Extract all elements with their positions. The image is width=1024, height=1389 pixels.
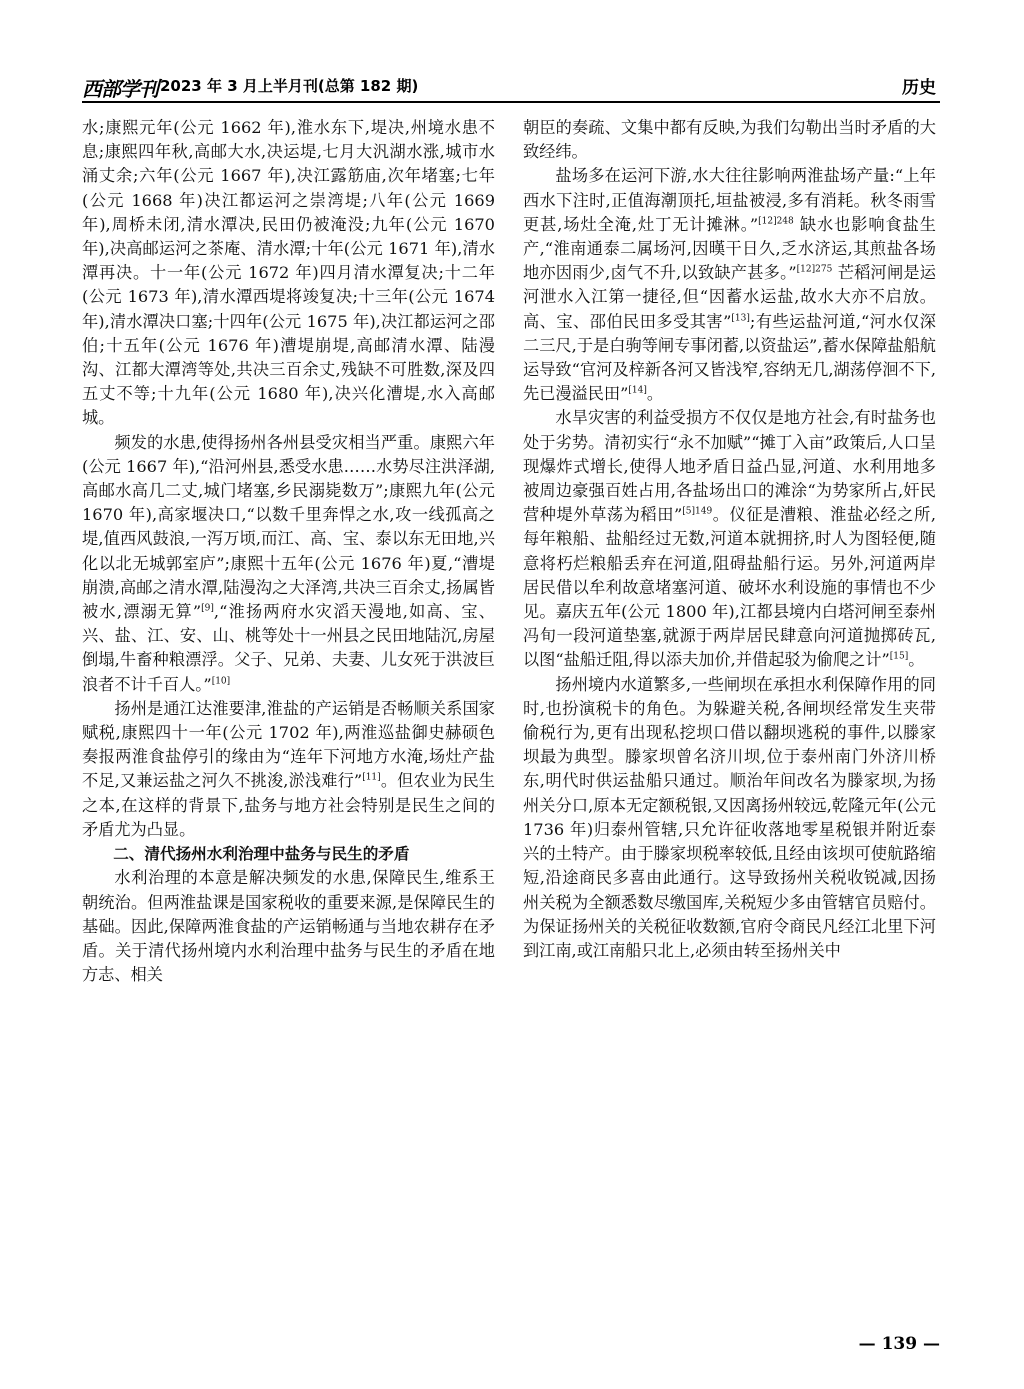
paragraph: 盐场多在运河下游,水大往往影响两淮盐场产量:“上年西水下注时,正值海潮顶托,垣盐被浸,多有消耗。秋冬雨雪更甚,场灶全淹,灶丁无计摊淋。”$^{[12]248}$ 缺水也影响食盐生产,“淮南通泰二属场河,因暵干日久,乏水济运,其煎盐各场地亦因雨少,卤气不升,以致缺产甚多。”$^{[12]275}$ 芒稻河闸是运河泄水入江第一捷径,但“因蓄水运盐,故水大亦不启放。高、宝、邵伯民田多受其害”[13];有些运盐河道,“河水仅深二三尺,于是白驹等闸专事闭蓄,以资盐运”,蓄水保障盐船航运导致“官河及梓新各河又皆浅窄,容纳无几,湖荡停洄不下,先已漫溢民田”[14]。: [523, 166, 936, 404]
paragraph: 水;康熙元年(公元 1662 年),淮水东下,堤决,州境水患不息;康熙四年秋,高邮大水,决运堤,七月大汎湖水涨,城市水涌丈余;六年(公元 1667 年),决江露筋庙,次年堵塞;七年(公元 1668 年)决江都运河之崇湾堤;八年(公元 1669 年),周桥未闭,清水潭决,民田仍被淹没;九年(公元 1670 年),决高邮运河之茶庵、清水潭;十年(公元 1671 年),清水潭再决。十一年(公元 1672 年)四月清水潭复决;十二年(公元 1673 年),清水潭西堤将竣复决;十三年(公元 1674 年),清水潭决口塞;十四年(公元 1675 年),决江都运河之邵伯;十五年(公元 1676 年)漕堤崩堤,高邮清水潭、陆漫沟、江都大潭湾等处,共决三百余丈,残缺不可胜数,深及四五丈不等;十九年(公元 1680 年),决兴化漕堤,水入高邮城。: [82, 118, 495, 428]
left-column: [82, 116, 495, 987]
citation: [10]: [211, 676, 231, 687]
paragraph: 水旱灾害的利益受损方不仅仅是地方社会,有时盐务也处于劣势。清初实行“永不加赋”“摊丁入亩”政策后,人口呈现爆炸式增长,使得人地矛盾日益凸显,河道、水利用地多被周边豪强百姓占用,各盐场出口的滩涂“为势家所占,奸民营种堤外草荡为稻田”$^{[5]149}$。仪征是漕粮、淮盐必经之所,每年粮船、盐船经过无数,河道本就拥挤,时人为图轻便,随意将朽烂粮船丢弃在河道,阻碍盐船行运。另外,河道两岸居民借以牟利故意堵塞河道、破坏水利设施的事情也不少见。嘉庆五年(公元 1800 年),江都县境内白塔河闸至泰州冯旬一段河道垫塞,就源于两岸居民肆意向河道抛掷砖瓦,以图“盐船迁阻,得以添夫加价,并借起驳为偷爬之计”[15]。: [523, 408, 936, 670]
citation: [5]149: [682, 506, 713, 517]
journal-logo: 西部学刊: [82, 77, 158, 101]
right-column: [523, 116, 936, 963]
citation: [9]: [201, 603, 214, 614]
page-number: — 139 —: [858, 1334, 940, 1354]
header-rule: [82, 101, 940, 103]
paragraph: 朝臣的奏疏、文集中都有反映,为我们勾勒出当时矛盾的大致经纬。: [523, 118, 936, 162]
citation: [14]: [628, 385, 647, 396]
issue-info: 2023 年 3 月上半月刊(总第 182 期): [160, 77, 419, 95]
running-header: [82, 67, 940, 101]
citation: [13]: [731, 313, 750, 324]
citation: [15]: [889, 652, 909, 663]
paragraph: 扬州境内水道繁多,一些闸坝在承担水利保障作用的同时,也扮演税卡的角色。为躲避关税,各闸坝经常发生夹带偷税行为,更有出现私挖坝口借以翻坝逃税的事件,以滕家坝最为典型。滕家坝曾名济川坝,位于泰州南门外济川桥东,明代时供运盐船只通过。顺治年间改名为滕家坝,为扬州关分口,原本无定额税银,又因离扬州较远,乾隆元年(公元 1736 年)归泰州管辖,只允许征收落地零星税银并附近泰兴的土特产。由于滕家坝税率较低,且经由该坝可使航路缩短,沿途商民多喜由此通行。这导致扬州关税收锐减,因扬州关税为全额悉数尽缴国库,关税短少多由管辖官员赔付。为保证扬州关的关税征收数额,官府令商民凡经江北里下河到江南,或江南船只北上,必须由转至扬州关中: [523, 674, 936, 960]
section-label: 历史: [902, 78, 936, 98]
paragraph: 扬州是通江达淮要津,淮盐的产运销是否畅顺关系国家赋税,康熙四十一年(公元 1702 年),两淮巡盐御史赫硕色奏报两淮食盐停引的缘由为“连年下河地方水淹,场灶产盐不足,又兼运盐之河久不挑浚,淤浅难行”[11]。但农业为民生之本,在这样的背景下,盐务与地方社会特别是民生之间的矛盾尤为凸显。: [82, 698, 495, 839]
section-heading: 二、清代扬州水利治理中盐务与民生的矛盾: [113, 845, 410, 864]
paragraph: 频发的水患,使得扬州各州县受灾相当严重。康熙六年(公元 1667 年),“沿河州县,悉受水患……水势尽注洪泽湖,高邮水高几二丈,城门堵塞,乡民溺毙数万”;康熙九年(公元 1670 年),高家堰决口,“以数千里奔悍之水,攻一线孤高之堤,值西风鼓浪,一泻万顷,而江、高、宝、泰以东无田地,兴化以北无城郭室庐”;康熙十五年(公元 1676 年)夏,“漕堤崩溃,高邮之清水潭,陆漫沟之大泽湾,共决三百余丈,扬属皆被水,漂溺无算”[9],“淮扬两府水灾滔天漫地,如高、宝、兴、盐、江、安、山、桃等处十一州县之民田地陆沉,房屋倒塌,牛畜种粮漂浮。父子、兄弟、夫妻、儿女死于洪波巨浪者不计千百人。”[10]: [82, 432, 495, 694]
citation: [11]: [362, 773, 381, 784]
citation: [12]248: [758, 216, 794, 227]
paragraph: 水利治理的本意是解决频发的水患,保障民生,维系王朝统治。但两淮盐课是国家税收的重要来源,是保障民生的基础。因此,保障两淮食盐的产运销畅通与当地农耕存在矛盾。关于清代扬州境内水利治理中盐务与民生的矛盾在地方志、相关: [82, 868, 495, 985]
citation: [12]275: [796, 264, 833, 275]
